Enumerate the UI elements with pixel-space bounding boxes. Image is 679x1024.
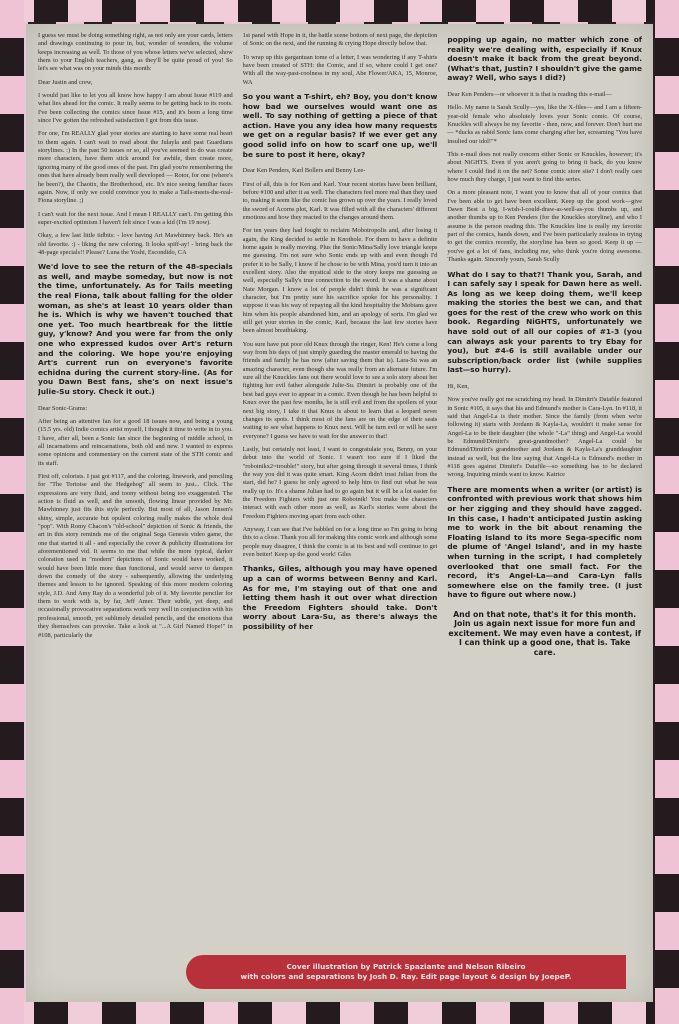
reader-letter: Hi, Ken, (447, 383, 470, 391)
credits-line-1: Cover illustration by Patrick Spaziante and Nelson Ribeiro (286, 962, 526, 971)
checker-border-left (0, 0, 24, 1024)
reader-letter: Hello. My name is Sarah Scully—yes, like the X-files— and I am a fifteen-year-old female who absolutely loves your Sonic comic. Of course, Knuckles will always be my favorite - then, now, and forever. Don't hurt me — *ducks as rabid Sonic fans come charging after her, screaming "You have insulted our idol!"* (447, 104, 643, 145)
text-columns (38, 32, 642, 962)
reader-letter: 1st panel with Hope in it, the battle scene bottom of next page, the depiction of Sonic on the next, and the running & crying Hope directly below that. (242, 32, 438, 48)
checker-border-right (655, 0, 679, 1024)
credits-banner (186, 955, 626, 989)
column-3 (447, 32, 642, 962)
reader-letter: For ten years they had fought to reclaim Mobotropolis and, after losing it again, the King decided to settle in Knothole. For them to have a definite home again is really moving. Plus the Sonic/Mina/Sally love triangle keeps me guessing. I'm not sure who Sonic ends up with and even though I'd prefer it to be Sally, I know if he chose to be with Mina, you'd turn it into an excellent story. Also the mystical side to the story keeps me guessing as well, especially Sally's true connection to the sword. It was a shame about Nate Morgan. I know a lot of people didn't think he was a significant character, but I'm pretty sure his sacrifice spoke for his personality. I suppose it was his way of repaying all the kind hospitality the Mobians gave him when his people abandoned him, and an apology of sorts. I'm glad we still get your stories in the comic, Karl, because the last few stories have been almost breathtaking. (242, 227, 438, 335)
reader-letter: You sure have put poor old Knux through the ringer, Ken! He's come a long way from his days of just simply guarding the master emerald to having the friends and family he has now (after saving them that is). Lara-Su was an amazing character, even though she was really from an alternate future. I'm sure all the Knuckles fans out there would love to see a solo story about her fighting her evil father alongside Julie-Su. Dimitri is probably one of the best bad guys ever to appear in a comic. Even though he has been helpful to Knux over the past few months, he is still evil and from the spoilers of your next big story, I take it that Knux is about to learn that a leopard never changes its spots. I think most of the fans are on the edge of their seats waiting to see what happens to Knux next. Will he turn evil or will he save everyone? I guess we have to wait for the answer to that! (242, 340, 438, 440)
editor-reply: popping up again, no matter which zone of reality we're dealing with, especially if Knux doesn't make it back from the great beyond. (What's that, Justin? I shouldn't give the game away? Well, who says I did?) (447, 35, 643, 83)
editor-reply: Thanks, Giles, although you may have opened up a can of worms between Benny and Karl. As for me, I'm staying out of that one and letting them hash it out over what direction the Freedom Fighters should take. Don't worry about Lara-Su, as there's always the possibility of her (242, 564, 438, 631)
reader-letter: I would just like to let you all know how happy I am about Issue #119 and what lies ahead for the comic. It really seems to be getting back to its roots. I've been collecting the comics since Issue #15, and it's been a long time since I've gotten the refreshed satisfaction I got from this issue. (38, 92, 233, 125)
reader-letter: I guess we must be doing something right, as not only are your cards, letters and drawings continuing to pour in, but, wonder of wonders, the volume keeps increasing as well. To those of you whose letters we've selected, show them to your English teachers, gang, as they'll be quite proud of you! So let's see what was on your minds this month: (38, 32, 233, 73)
reader-letter: Dear Sonic-Grams: (38, 404, 88, 412)
reader-letter: Anyway, I can see that I've babbled on for a long time so I'm going to bring this to a close. Thank you all for making this comic work and although some people may disagree, I think the comic is at its best and will continue to get even better! Keep up the good work! Giles (242, 525, 438, 558)
letters-panel (26, 24, 653, 1002)
editor-reply: So you want a T-shirt, eh? Boy, you don't know how bad we ourselves would want one as well. To say nothing of getting a piece of that action. Have you any idea how many requests we get on a regular basis? If we ever get any good solid info on how to scarf one up, we'll be sure to post it here, okay? (242, 92, 438, 159)
checker-border-bottom (0, 1002, 679, 1024)
reader-letter: On a more pleasant note, I want you to know that all of your comics that I've been able to get have been excellent. Keep up the good work—give Dawn Best a big, I-wish-I-could-draw-as-well-as-you thumbs up, and another thumbs up to Ken Penders (for the Knuckles storyline), and who I assume is the person reading this. The Knuckles line is really my favorite part of the comics, hands down, and I've been particularly zealous in trying to get the comics recently, the storyline has been so good. Keep it up — you've got a lot of fans, including me, who think you're doing awesome. Thanks again. Sincerely yours, Sarah Scully (447, 189, 643, 264)
reader-letter: For one, I'm REALLY glad your stories are starting to have some real heart to them again. I can't wait to read about the Julayla and past Guardians storylines. :) In the past 50 issues or so, all you've seemed to do was create more characters, have them stick around for awhile, then create more, ignoring many of the good ones of the past. I'm glad you're remembering the ones that have already been really well developed — Rotor, for one (where's he been?), the Chaotix, the Brotherhood, etc. It's nice seeing familiar faces again. Now, if only we could convince you to make a Tails-meets-the-real-Fiona storyline. ;) (38, 130, 233, 205)
column-2 (243, 32, 438, 962)
reader-letter: Dear Ken Penders—or whoever it is that is reading this e-mail— (447, 90, 612, 98)
editor-reply: What do I say to that?! Thank you, Sarah, and I can safely say I speak for Dawn here as well. As long as we keep doing them, we'll keep making the stories the best we can, and that goes for the rest of the crew who work on this book. Regarding NiGHTS, unfortunately we have sold out of all our copies of #1-3 (you can always ask your parents to try Ebay for you), but #4-6 is still available under our subscription/back order list (while supplies last—so hurry). (447, 269, 643, 375)
reader-letter: Now you've really got me scratching my head. In Dimitri's Datafile featured in Sonic #105, it says that his and Edmund's mother is Cara-Lyn. In #118, it said that Angel-La is their mother. Since the family (from when we're following it) starts with Jordann & Kayla-La, wouldn't it make sense for Angel-La to be their daughter (the whole "-La" thing) and Angel-La would be Edmund/Dimitri's great-grandmother? Angel-La could be Edmund/Dimitri's grandmother and Jordann & Kayla-La's granddaughter instead as well, but the line saying that Angel-La is Edmund's mother in #118 goes against Dimitri's Datafile—so something has to be declared wrong. Inquiring minds want to know. Katrice (447, 396, 643, 479)
reader-letter: First of all, this is for Ken and Karl. Your recent stories have been brilliant, before #100 and after it as well. The characters feel more real than they used to, making it seem like the comic has grown up over the years. I really loved the sword of Acorns plot, Karl. It was filled with all the characters' different emotions and how they reacted to the changes around them. (242, 180, 438, 221)
editor-reply: There are moments when a writer (or artist) is confronted with previous work that shows him or her zigging and they should have zagged. In this case, I hadn't anticipated Justin asking me to work in the bit about renaming the Floating Island to its more Sega-specific nom de plume of 'Angel Island', and in my haste when turning in the script, I had completely overlooked that one small fact. For the record, it's Angel-La—and Cara-Lyn falls somewhere else on the family tree. (I just have to figure out where now.) (447, 484, 643, 600)
closing-note: And on that note, that's it for this month. Join us again next issue for more fun and excitement. We may even have a contest, if I can think up a good one, that is. Take care. (448, 609, 642, 657)
editor-reply: We'd love to see the return of the 48-specials as well, and maybe someday, but now is not the time, unfortunately. As for Tails meeting the real Fiona, talk about falling for the older woman, as she's at least 10 years older than he is. Which is why we haven't touched that one yet. Too much heartbreak for the little guy, y'know? And you were far from the only one who expressed kudos over Art's return and the coloring. We hope you're enjoying Art's current run on everyone's favorite echidna during the current story-line. (As for you Dawn Best fans, she's on next issue's Julie-Su story. Check it out.) (38, 262, 233, 396)
checker-border-top (0, 0, 679, 22)
reader-letter: This e-mail does not really concern either Sonic or Knuckles, however; it's about NiGHTS. Even if you aren't going to bring it back, do you know where I could find it on the net? Some comic store site? I don't really care how much they charge, I just want to find this series. (447, 151, 643, 184)
reader-letter: To wrap up this gargantuan tome of a letter, I was wondering if any T-shirts have been created of STH: the Comic, and if so, where could I get one? With all the way-past-coolness in my soul, Abe Flower/AKA, 15, Monroe, WA (242, 53, 438, 86)
reader-letter: First off, colorists. I just got #117, and the coloring, linework, and penciling for "The Tortoise and the Hedgehog" all seem to just... Click. The expressions are very fluid, and toony without being too exaggerated. The action is fluid as well, and the smooth, flowing linear provided by Mr. Mawhinney just fits this style perfectly. But most of all, Jason Jensen's shiny, simple, accurate but opulent coloring really makes the whole deal "pop". With Romy Chacon's "old-school" depiction of Sonic & friends, the art in this story reminds me of the original Sega Genesis video game, the one that started it all - and especially the cover & publicity illustrations for aforementioned vid. It seems to me that while the more typical, darker coloration used in "modern" depictions of Sonic would have worked, it would have been little more than functional, and would serve to dampen down the comedy of the story - subsequently, allowing the underlying themes and lesson to be ignored. Speaking of this more modern coloring style, J.D. And Amy Ray do a wonderful job of it. My favorite penciler for them to work with is, by far, Jeff Amer. Their subtle, yet deep, and occasionally provocative separations work very well in conjunction with his professional, smooth, yet sublimely detailed pencils, and the emotions that they themselves can provoke. Take a look at "...A Girl Named Hope!" in #108, particularly the (38, 472, 233, 639)
credits-line-2: with colors and separations by Josh D. Ray. Edit page layout & design by JoepeP. (240, 972, 572, 981)
reader-letter: After being an attentive fan for a good 18 issues now, and being a young (15.5 yrs. old) Indie comics artist myself, I thought it time to write in to you. I have, after all, been a Sonic fan since the beginning of middle school, in all incarnations and reincarnations, both old and new. I wanted to express some opinions and commentary on the current state of the STH comic and its staff. (38, 417, 233, 467)
reader-letter: Okay, a few last little tidbits: - love having Art Mawhinney back. He's an old favorite. :) - liking the new coloring. It looks spiff-ay! - bring back the 48-page specials!! Please? Luna the Yoshi, Escondido, CA (38, 232, 233, 256)
reader-letter: I can't wait for the next issue. And I mean I REALLY can't. I'm getting this super-excited optimism I haven't felt since I was a kid (I'm 19 now). (38, 210, 233, 226)
reader-letter: Dear Ken Penders, Karl Bollers and Benny Lee- (242, 167, 366, 175)
reader-letter: Dear Justin and crew, (38, 78, 93, 86)
column-1 (38, 32, 233, 962)
reader-letter: Lastly, but certainly not least, I want to congratulate you, Benny, on your debut into the world of Sonic. I wasn't too sure if I liked the "robotnikx2=trouble!" story, but after going through it several times, I think the way you did it was quite smart. King Acorn didn't trust Julian from the start, did he? I guess he only agreed to help him to find out what he was really up to. It's a shame Julian had to go again but it will be a lot easier for the Freedom Fighters with just one Robotnik! You make the characters interact with each other more as well, as Karl's stories were about the Freedom Fighters moving apart from each other. (242, 445, 438, 520)
